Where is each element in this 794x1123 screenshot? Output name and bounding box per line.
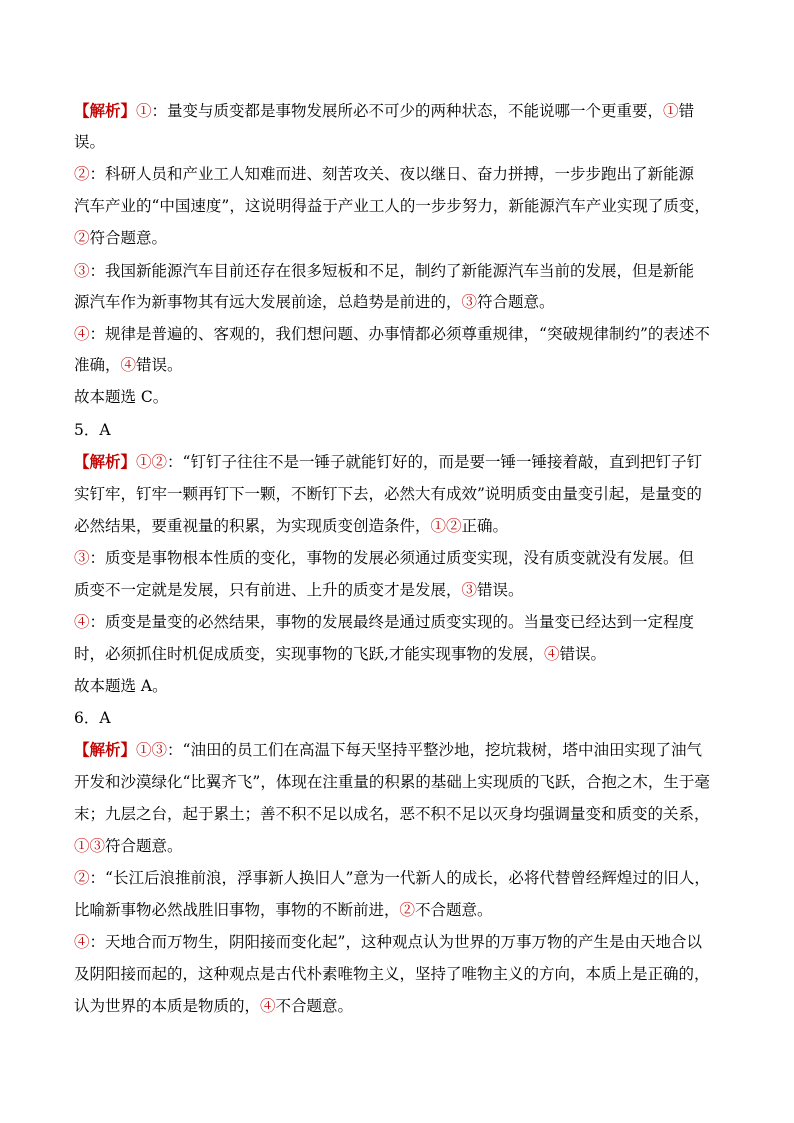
q5-number: 5．A [74,421,111,439]
q6-analysis-line-2 [74,772,710,794]
q5-option3-line-2 [74,580,524,602]
analysis-text: ：“长江后浪推前浪，浮事新人换旧人”意为一代新人的成长，必将代替曾经辉煌过的旧人， [89,869,710,887]
analysis-tag: 【解析】 [74,740,137,759]
q5-analysis-line-2 [74,484,702,506]
q6-analysis-line-1 [74,740,702,762]
option-mark: ② [74,869,90,887]
analysis-text: 质变不一定就是发展，只有前进、上升的质变才是发展， [74,581,462,599]
q6-option2-line-1 [74,868,710,890]
option-ref: ② [399,901,416,919]
q4-option2-line-3 [74,228,167,250]
q4-option2-line-1 [74,164,694,186]
option-ref: ② [74,229,90,247]
analysis-text: 正确。 [461,517,509,535]
q4-option3-line-1 [74,261,694,283]
q4-answer: 故本题选 C。 [74,388,169,406]
option-mark: ③ [74,262,90,280]
q5-option3-line-1 [74,548,694,570]
q5-option4-line-1 [74,612,694,634]
analysis-text: 错误。 [477,581,524,599]
option-mark: ①③ [136,741,168,759]
option-mark: ③ [74,549,90,567]
analysis-text: 认为世界的本质是物质的， [74,997,261,1015]
analysis-text: 不合题意。 [275,997,354,1015]
option-ref: ③ [461,581,478,599]
analysis-text: ：规律是普遍的、客观的，我们想问题、办事情都必须尊重规律，“突破规律制约”的表述不 [89,325,710,343]
q5-analysis-line-1 [74,452,702,474]
option-mark: ② [74,165,90,183]
analysis-text: 比喻新事物必然战胜旧事物，事物的不断前进， [74,901,400,919]
option-mark: ①② [136,453,168,471]
analysis-text: ：量变与质变都是事物发展所必不可少的两种状态，不能说哪一个更重要， [151,102,664,120]
option-ref: ③ [461,293,478,311]
q4-analysis-line-1 [74,101,694,123]
option-ref: ④ [120,356,137,374]
q6-analysis-line-4 [74,836,183,858]
option-ref: ①② [430,517,462,535]
analysis-text: 符合题意。 [89,229,168,247]
analysis-text: 时，必须抓住时机促成质变，实现事物的飞跃,才能实现事物的发展， [74,645,544,663]
analysis-text: 开发和沙漠绿化“比翼齐飞”，体现在注重量的积累的基础上实现质的飞跃，合抱之木，生于毫 [74,773,710,791]
q4-option2-line-2 [74,196,710,218]
option-ref: ④ [543,645,560,663]
analysis-tag: 【解析】 [74,101,137,120]
analysis-text: 必然结果，要重视量的积累，为实现质变创造条件， [74,517,431,535]
q6-analysis-line-3 [74,804,710,826]
q6-number: 6．A [74,709,111,727]
q6-option4-line-3 [74,996,353,1018]
q4-option3-line-2 [74,292,555,314]
analysis-text: ：“油田的员工们在高温下每天坚持平整沙地，挖坑栽树，塔中油田实现了油气 [167,741,702,759]
analysis-text: ：我国新能源汽车目前还存在很多短板和不足，制约了新能源汽车当前的发展，但是新能 [89,262,695,280]
analysis-text: ：质变是量变的必然结果，事物的发展最终是通过质变实现的。当量变已经达到一定程度 [89,613,695,631]
q6-option4-line-1 [74,932,702,954]
analysis-text: 误。 [74,133,106,151]
analysis-text: 错误。 [136,356,183,374]
option-ref: ① [663,102,679,120]
q4-option4-line-1 [74,324,710,346]
option-ref: ④ [260,997,276,1015]
analysis-text: 源汽车作为新事物其有远大发展前途，总趋势是前进的， [74,293,462,311]
option-mark: ④ [74,325,90,343]
q6-option4-line-2 [74,964,710,986]
q5-answer: 故本题选 A。 [74,677,168,695]
analysis-text: 实钉牢，钉牢一颗再钉下一颗，不断钉下去，必然大有成效”说明质变由量变引起，是量变的 [74,485,702,503]
analysis-text: ：质变是事物根本性质的变化，事物的发展必须通过质变实现，没有质变就没有发展。但 [89,549,695,567]
analysis-text: 末；九层之台，起于累土；善不积不足以成名，恶不积不足以灭身均强调量变和质变的关系， [74,805,710,823]
analysis-text: 符合题意。 [477,293,555,311]
option-ref: ①③ [74,837,106,855]
analysis-text: 汽车产业的“中国速度”，这说明得益于产业工人的一步步努力，新能源汽车产业实现了质变， [74,197,710,215]
option-mark: ① [136,102,152,120]
analysis-text: ：“钉钉子往往不是一锤子就能钉好的，而是要一锤一锤接着敲，直到把钉子钉 [167,453,702,471]
q5-analysis-line-3 [74,516,508,538]
analysis-text: 准确， [74,356,121,374]
analysis-tag: 【解析】 [74,452,137,471]
q5-option4-line-2 [74,644,606,666]
analysis-text: 不合题意。 [415,901,493,919]
analysis-text: ：科研人员和产业工人知难而进、刻苦攻关、夜以继日、奋力拼搏，一步步跑出了新能源 [89,165,695,183]
analysis-text: 错误。 [559,645,606,663]
option-mark: ④ [74,613,90,631]
analysis-text: 符合题意。 [105,837,183,855]
q4-option4-line-2 [74,355,183,377]
q4-analysis-line-2 [74,132,105,154]
analysis-text: ：天地合而万物生，阴阳接而变化起”，这种观点认为世界的万事万物的产生是由天地合以 [89,933,702,951]
analysis-text: 错 [678,102,695,120]
q6-option2-line-2 [74,900,493,922]
option-mark: ④ [74,933,90,951]
analysis-text: 及阴阳接而起的，这种观点是古代朴素唯物主义，坚持了唯物主义的方向，本质上是正确的， [74,965,710,983]
